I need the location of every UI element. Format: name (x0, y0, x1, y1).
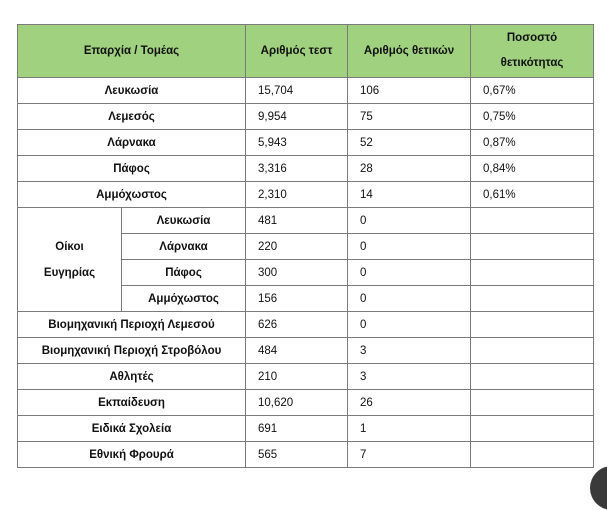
row-name: Ειδικά Σχολεία (18, 416, 246, 442)
row-name: Αμμόχωστος (18, 182, 246, 208)
row-tests: 9,954 (246, 104, 348, 130)
row-rate (471, 312, 594, 338)
row-name: Βιομηχανική Περιοχή Λεμεσού (18, 312, 246, 338)
row-name: Λάρνακα (122, 234, 246, 260)
table-row (18, 338, 594, 364)
row-tests: 220 (246, 234, 348, 260)
row-rate: 0,61% (471, 182, 594, 208)
care-homes-group-label: Οίκοι Ευγηρίας (18, 208, 122, 312)
row-positives: 0 (348, 286, 471, 312)
row-positives: 3 (348, 364, 471, 390)
row-name: Αμμόχωστος (122, 286, 246, 312)
row-positives: 0 (348, 234, 471, 260)
table-row (18, 208, 594, 234)
table-row (18, 364, 594, 390)
row-tests: 565 (246, 442, 348, 468)
header-positivity-rate: Ποσοστό θετικότητας (471, 25, 594, 78)
row-positives: 0 (348, 260, 471, 286)
header-tests: Αριθμός τεστ (246, 25, 348, 78)
row-name: Πάφος (18, 156, 246, 182)
row-name: Εκπαίδευση (18, 390, 246, 416)
row-tests: 10,620 (246, 390, 348, 416)
row-rate (471, 416, 594, 442)
row-positives: 7 (348, 442, 471, 468)
row-rate (471, 208, 594, 234)
row-rate (471, 260, 594, 286)
row-name: Αθλητές (18, 364, 246, 390)
header-positives: Αριθμός θετικών (348, 25, 471, 78)
table-row (18, 130, 594, 156)
row-tests: 691 (246, 416, 348, 442)
row-tests: 300 (246, 260, 348, 286)
row-name: Λευκωσία (122, 208, 246, 234)
table-row (18, 78, 594, 104)
row-rate: 0,87% (471, 130, 594, 156)
header-row (18, 25, 594, 78)
row-rate (471, 234, 594, 260)
row-name: Πάφος (122, 260, 246, 286)
header-region: Επαρχία / Τομέας (18, 25, 246, 78)
table-row (18, 156, 594, 182)
row-name: Βιομηχανική Περιοχή Στροβόλου (18, 338, 246, 364)
table-row (18, 442, 594, 468)
row-positives: 0 (348, 312, 471, 338)
row-positives: 106 (348, 78, 471, 104)
row-rate (471, 390, 594, 416)
table-row (18, 312, 594, 338)
row-tests: 484 (246, 338, 348, 364)
row-rate (471, 442, 594, 468)
row-positives: 75 (348, 104, 471, 130)
table-row (18, 182, 594, 208)
covid-test-table (17, 24, 594, 468)
row-positives: 28 (348, 156, 471, 182)
row-name: Εθνική Φρουρά (18, 442, 246, 468)
row-tests: 626 (246, 312, 348, 338)
row-tests: 2,310 (246, 182, 348, 208)
row-tests: 156 (246, 286, 348, 312)
table-row (18, 390, 594, 416)
row-tests: 5,943 (246, 130, 348, 156)
row-rate: 0,84% (471, 156, 594, 182)
row-positives: 14 (348, 182, 471, 208)
row-name: Λεμεσός (18, 104, 246, 130)
row-name: Λευκωσία (18, 78, 246, 104)
row-positives: 52 (348, 130, 471, 156)
row-tests: 3,316 (246, 156, 348, 182)
row-rate: 0,75% (471, 104, 594, 130)
row-name: Λάρνακα (18, 130, 246, 156)
row-tests: 481 (246, 208, 348, 234)
row-rate (471, 364, 594, 390)
row-positives: 3 (348, 338, 471, 364)
row-rate (471, 286, 594, 312)
row-tests: 15,704 (246, 78, 348, 104)
row-positives: 26 (348, 390, 471, 416)
row-positives: 0 (348, 208, 471, 234)
corner-overlay-circle (590, 466, 607, 510)
row-rate (471, 338, 594, 364)
table-row (18, 416, 594, 442)
table-row (18, 104, 594, 130)
row-positives: 1 (348, 416, 471, 442)
row-rate: 0,67% (471, 78, 594, 104)
row-tests: 210 (246, 364, 348, 390)
